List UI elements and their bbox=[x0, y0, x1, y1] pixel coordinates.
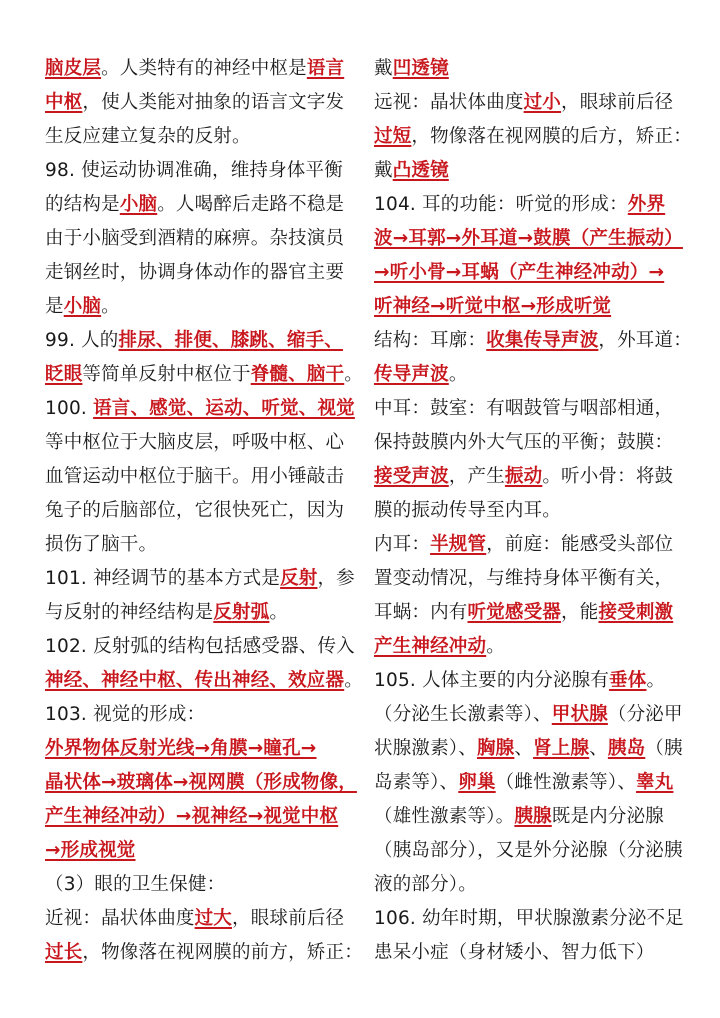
text-segment: 103. 视觉的形成： bbox=[45, 704, 206, 725]
text-segment: （3）眼的卫生保健： bbox=[45, 874, 226, 895]
highlighted-term: →形成视觉 bbox=[45, 840, 136, 861]
text-line bbox=[45, 426, 357, 460]
highlighted-term: 接受声波 bbox=[374, 466, 449, 487]
text-segment: 患呆小症（身材矮小、智力低下） bbox=[374, 942, 655, 963]
highlighted-term: 凹透镜 bbox=[392, 58, 449, 79]
text-segment: 。听小骨：将鼓 bbox=[542, 466, 674, 487]
text-line bbox=[374, 766, 682, 800]
text-line bbox=[374, 52, 682, 86]
highlighted-term: 产生神经冲动 bbox=[374, 636, 487, 657]
highlighted-term: 凸透镜 bbox=[392, 160, 449, 181]
highlighted-term: 外界 bbox=[627, 194, 666, 215]
text-line bbox=[374, 392, 682, 426]
text-segment: 液的部分）。 bbox=[374, 874, 477, 895]
text-segment: 是 bbox=[45, 296, 64, 317]
text-segment: ，物像落在视网膜的前方，矫正： bbox=[82, 942, 363, 963]
text-segment: 99. 人的 bbox=[45, 330, 119, 351]
text-segment: 血管运动中枢位于脑干。用小锤敲击 bbox=[45, 466, 345, 487]
highlighted-term: 神经、神经中枢、传出神经、效应器 bbox=[45, 670, 345, 691]
text-line bbox=[45, 732, 357, 766]
text-segment: 、 bbox=[589, 738, 608, 759]
highlighted-term: →听小骨→耳蜗（产生神经冲动）→ bbox=[374, 262, 665, 283]
text-line bbox=[374, 358, 682, 392]
text-line bbox=[374, 698, 682, 732]
highlighted-term: 晶状体→玻璃体→视网膜（形成物像， bbox=[45, 772, 357, 793]
highlighted-term: 振动 bbox=[504, 466, 543, 487]
text-line bbox=[45, 528, 357, 562]
text-segment: 的结构是 bbox=[45, 194, 120, 215]
text-segment: （雌性激素等）、 bbox=[495, 772, 637, 793]
highlighted-term: 反射弧 bbox=[213, 602, 270, 623]
text-segment: 。人喝醉后走路不稳是 bbox=[157, 194, 345, 215]
text-line bbox=[374, 528, 682, 562]
text-line bbox=[374, 936, 682, 970]
text-segment: 远视：晶状体曲度 bbox=[374, 92, 524, 113]
text-line bbox=[374, 596, 682, 630]
text-segment: 走钢丝时，协调身体动作的器官主要 bbox=[45, 262, 345, 283]
text-line bbox=[45, 834, 357, 868]
highlighted-term: 语言、感觉、运动、听觉、视觉 bbox=[93, 398, 355, 419]
highlighted-term: 过小 bbox=[523, 92, 562, 113]
text-segment: 保持鼓膜内外大气压的平衡；鼓膜： bbox=[374, 432, 674, 453]
text-segment: 置变动情况，与维持身体平衡有关， bbox=[374, 568, 674, 589]
highlighted-term: 胰岛 bbox=[607, 738, 646, 759]
highlighted-term: 肾上腺 bbox=[533, 738, 590, 759]
text-segment: 。 bbox=[344, 670, 363, 691]
text-segment: 由于小脑受到酒精的麻痹。杂技演员 bbox=[45, 228, 345, 249]
highlighted-term: 过大 bbox=[194, 908, 233, 929]
highlighted-term: 反射 bbox=[280, 568, 318, 589]
text-line bbox=[45, 664, 363, 698]
highlighted-term: 产生神经冲动）→视神经→视觉中枢 bbox=[45, 806, 339, 827]
highlighted-term: 小脑 bbox=[119, 194, 158, 215]
text-segment: ，参 bbox=[317, 568, 355, 589]
text-line bbox=[374, 426, 682, 460]
text-segment: （胰 bbox=[645, 738, 683, 759]
left-column bbox=[45, 52, 363, 970]
text-segment: 。 bbox=[344, 364, 363, 385]
text-line bbox=[374, 222, 682, 256]
text-segment: 既是内分泌腺 bbox=[551, 806, 664, 827]
highlighted-term: 卵巢 bbox=[458, 772, 496, 793]
text-segment: 与反射的神经结构是 bbox=[45, 602, 214, 623]
text-segment: 内耳： bbox=[374, 534, 431, 555]
text-line bbox=[45, 358, 363, 392]
highlighted-term: 小脑 bbox=[63, 296, 102, 317]
text-segment: 中耳：鼓室：有咽鼓管与咽部相通， bbox=[374, 398, 674, 419]
text-line bbox=[374, 800, 682, 834]
text-segment: ，前庭：能感受头部位 bbox=[486, 534, 674, 555]
text-segment: ，产生 bbox=[448, 466, 505, 487]
text-line bbox=[374, 290, 682, 324]
text-line bbox=[374, 86, 682, 120]
text-segment: 105. 人体主要的内分泌腺有 bbox=[374, 670, 610, 691]
highlighted-term: 传导声波 bbox=[374, 364, 449, 385]
text-line bbox=[45, 596, 357, 630]
highlighted-term: 半规管 bbox=[430, 534, 487, 555]
highlighted-term: 垂体 bbox=[609, 670, 647, 691]
text-segment: ，眼球前后径 bbox=[232, 908, 345, 929]
text-segment: ，外耳道： bbox=[598, 330, 692, 351]
text-line bbox=[45, 936, 363, 970]
text-line bbox=[45, 630, 357, 664]
text-segment: （分泌甲 bbox=[607, 704, 683, 725]
text-line bbox=[374, 562, 682, 596]
text-segment: 102. 反射弧的结构包括感受器、传入 bbox=[45, 636, 355, 657]
text-line bbox=[374, 256, 682, 290]
text-segment: （分泌生长激素等）、 bbox=[374, 704, 552, 725]
highlighted-term: 听觉感受器 bbox=[467, 602, 562, 623]
text-line bbox=[45, 86, 357, 120]
highlighted-term: 过短 bbox=[374, 126, 412, 147]
text-line bbox=[45, 698, 357, 732]
highlighted-term: 波→耳郭→外耳道→鼓膜（产生振动） bbox=[374, 228, 683, 249]
highlighted-term: 脑皮层 bbox=[45, 58, 102, 79]
text-line bbox=[374, 664, 682, 698]
text-line bbox=[45, 324, 357, 358]
highlighted-term: 眨眼 bbox=[45, 364, 83, 385]
text-line bbox=[374, 188, 682, 222]
text-segment: 等简单反射中枢位于 bbox=[82, 364, 251, 385]
text-segment: 100. bbox=[45, 398, 94, 419]
text-line bbox=[45, 902, 357, 936]
highlighted-term: 胸腺 bbox=[476, 738, 515, 759]
text-line bbox=[45, 392, 357, 426]
text-line bbox=[374, 868, 682, 902]
text-segment: 岛素等）、 bbox=[374, 772, 459, 793]
text-line bbox=[374, 732, 682, 766]
text-segment: 戴 bbox=[374, 160, 393, 181]
text-segment: 、 bbox=[514, 738, 534, 759]
text-line bbox=[45, 256, 357, 290]
text-line bbox=[45, 188, 357, 222]
text-segment: 104. 耳的功能：听觉的形成： bbox=[374, 194, 628, 215]
text-segment: （雄性激素等）。 bbox=[374, 806, 515, 827]
text-line bbox=[45, 154, 357, 188]
text-line bbox=[374, 630, 682, 664]
text-segment: 106. 幼年时期，甲状腺激素分泌不足 bbox=[374, 908, 684, 929]
right-column bbox=[374, 52, 692, 970]
text-segment: 膜的振动传导至内耳。 bbox=[374, 500, 562, 521]
text-segment: 等中枢位于大脑皮层，呼吸中枢、心 bbox=[45, 432, 345, 453]
text-segment: ，物像落在视网膜的后方，矫正： bbox=[411, 126, 692, 147]
highlighted-term: 收集传导声波 bbox=[486, 330, 599, 351]
highlighted-term: 甲状腺 bbox=[551, 704, 608, 725]
text-segment: 结构：耳廓： bbox=[374, 330, 487, 351]
text-line bbox=[374, 834, 682, 868]
text-segment: 戴 bbox=[374, 58, 393, 79]
highlighted-term: 语言 bbox=[306, 58, 345, 79]
text-line bbox=[374, 460, 682, 494]
text-line bbox=[45, 562, 357, 596]
highlighted-term: 排尿、排便、膝跳、缩手、 bbox=[118, 330, 343, 351]
text-line bbox=[45, 460, 357, 494]
text-line bbox=[45, 52, 357, 86]
text-segment: 。 bbox=[646, 670, 666, 691]
text-line bbox=[45, 766, 357, 800]
highlighted-term: 胰腺 bbox=[514, 806, 552, 827]
text-segment: 。 bbox=[269, 602, 289, 623]
text-line bbox=[374, 494, 682, 528]
highlighted-term: 中枢 bbox=[45, 92, 83, 113]
text-segment: 兔子的后脑部位，它很快死亡，因为 bbox=[45, 500, 345, 521]
text-segment: 近视：晶状体曲度 bbox=[45, 908, 195, 929]
text-segment: 98. 使运动协调准确，维持身体平衡 bbox=[45, 160, 343, 181]
text-line bbox=[374, 154, 682, 188]
text-segment: 101. 神经调节的基本方式是 bbox=[45, 568, 281, 589]
text-line bbox=[374, 902, 682, 936]
highlighted-term: 睾丸 bbox=[636, 772, 674, 793]
text-segment: 。 bbox=[448, 364, 468, 385]
text-segment: ，眼球前后径 bbox=[561, 92, 674, 113]
text-segment: （胰岛部分），又是外分泌腺（分泌胰 bbox=[374, 840, 683, 861]
highlighted-term: 过长 bbox=[45, 942, 83, 963]
text-line bbox=[45, 494, 357, 528]
text-segment: ，使人类能对抽象的语言文字发 bbox=[82, 92, 345, 113]
highlighted-term: 接受刺激 bbox=[598, 602, 674, 623]
text-line bbox=[374, 324, 692, 358]
text-line bbox=[45, 120, 357, 154]
highlighted-term: 听神经→听觉中枢→形成听觉 bbox=[374, 296, 612, 317]
text-segment: 耳蜗：内有 bbox=[374, 602, 468, 623]
highlighted-term: 外界物体反射光线→角膜→瞳孔→ bbox=[45, 738, 317, 759]
text-line bbox=[45, 222, 357, 256]
text-segment: 。 bbox=[101, 296, 120, 317]
text-segment: ，能 bbox=[561, 602, 599, 623]
highlighted-term: 脊髓、脑干 bbox=[250, 364, 345, 385]
text-segment: 状腺激素）、 bbox=[374, 738, 477, 759]
text-line bbox=[374, 120, 692, 154]
text-segment: 。人类特有的神经中枢是 bbox=[101, 58, 307, 79]
text-line bbox=[45, 290, 357, 324]
text-line bbox=[45, 868, 357, 902]
text-line bbox=[45, 800, 357, 834]
text-segment: 。 bbox=[486, 636, 505, 657]
text-segment: 损伤了脑干。 bbox=[45, 534, 158, 555]
text-segment: 生反应建立复杂的反射。 bbox=[45, 126, 251, 147]
